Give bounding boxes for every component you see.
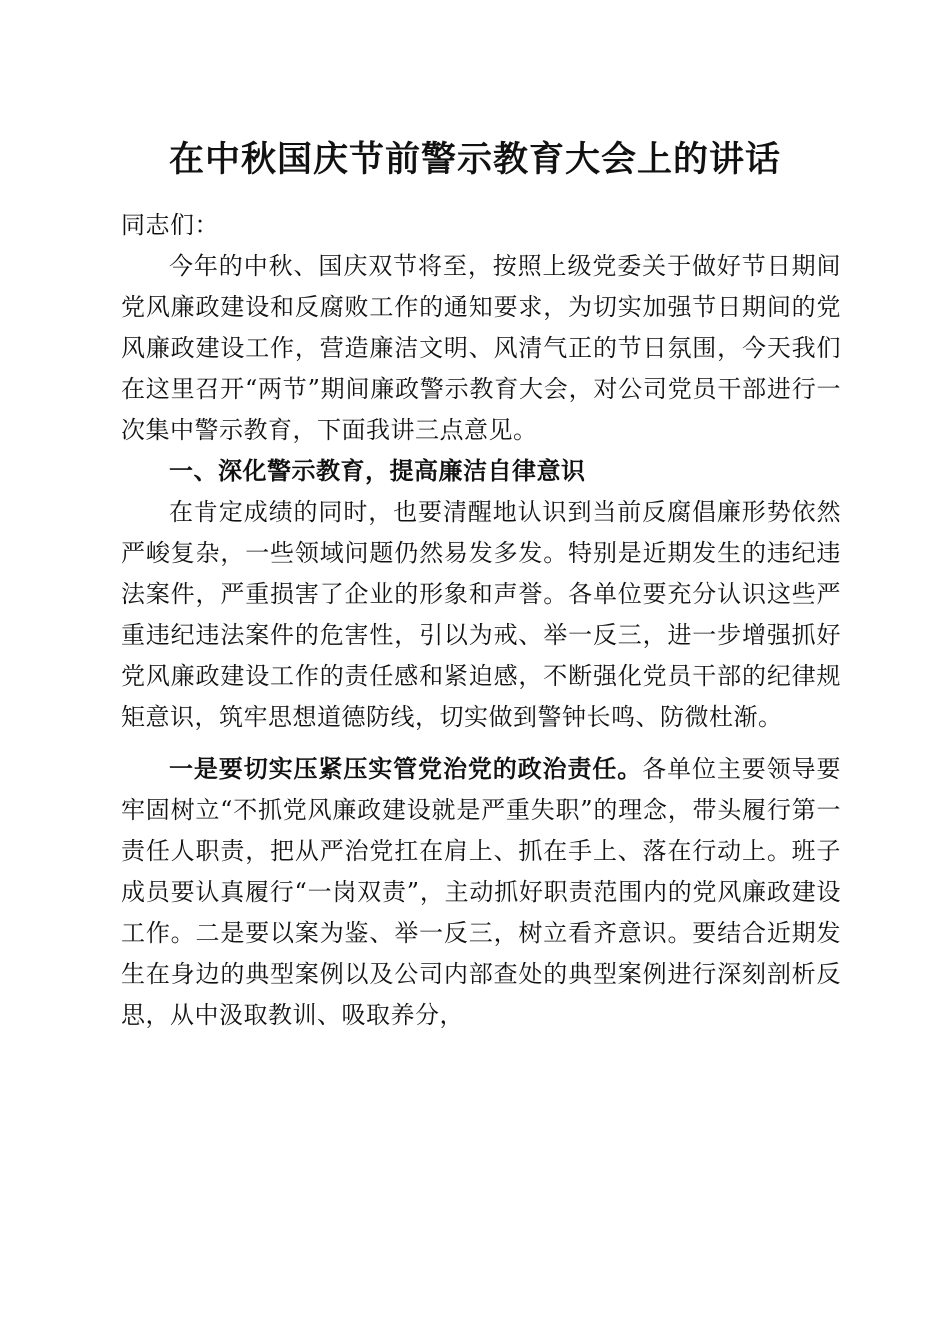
paragraph-body-text: 各单位主要领导要牢固树立“不抓党风廉政建设就是严重失职”的理念，带头履行第一责任人职责，把从严治党扛在肩上、抓在手上、落在行动上。班子成员要认真履行“一岗双责”，主动抓好职责范围内的党风廉政建设工作。二是要以案为鉴、举一反三，树立看齐意识。要结合近期发生在身边的典型案例以及公司内部查处的典型案例进行深刻剖析反思，从中汲取教训、吸取养分，	[121, 755, 841, 1029]
document-body	[121, 205, 841, 1036]
section-heading: 一、深化警示教育，提高廉洁自律意识	[169, 457, 586, 485]
salutation: 同志们：	[121, 211, 219, 239]
paragraph-lead-sentence: 一是要切实压紧压实管党治党的政治责任。	[169, 754, 643, 783]
section-paragraph-2	[121, 748, 841, 1036]
intro-paragraph: 今年的中秋、国庆双节将至，按照上级党委关于做好节日期间党风廉政建设和反腐败工作的通知要求，为切实加强节日期间的党风廉政建设工作，营造廉洁文明、风清气正的节日氛围，今天我们在这里召开“两节”期间廉政警示教育大会，对公司党员干部进行一次集中警示教育，下面我讲三点意见。	[121, 252, 841, 444]
section-paragraph: 在肯定成绩的同时，也要清醒地认识到当前反腐倡廉形势依然严峻复杂，一些领域问题仍然易发多发。特别是近期发生的违纪违法案件，严重损害了企业的形象和声誉。各单位要充分认识这些严重违纪违法案件的危害性，引以为戒、举一反三，进一步增强抓好党风廉政建设工作的责任感和紧迫感，不断强化党员干部的纪律规矩意识，筑牢思想道德防线，切实做到警钟长鸣、防微杜渐。	[121, 498, 841, 731]
document-title: 在中秋国庆节前警示教育大会上的讲话	[168, 139, 781, 180]
